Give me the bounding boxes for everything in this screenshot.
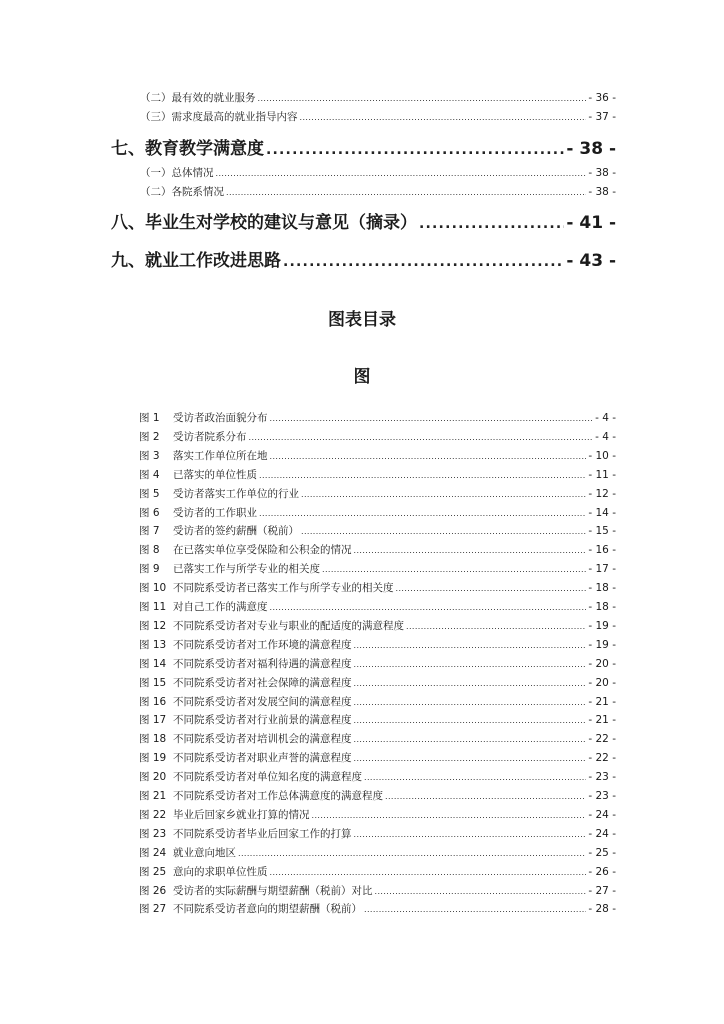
figure-entry[interactable] [139, 901, 616, 917]
dot-leader [354, 735, 587, 744]
figure-page-number: - 25 - [588, 846, 616, 859]
figure-number: 图 16 [139, 695, 167, 708]
dot-leader [354, 660, 587, 669]
figure-page-number: - 20 - [588, 676, 616, 689]
figure-entry[interactable] [139, 618, 616, 634]
figure-heading: 图 [353, 367, 371, 387]
dot-leader [226, 188, 586, 197]
figure-number: 图 22 [139, 808, 167, 821]
figure-entry[interactable] [139, 505, 616, 521]
toc-section-label: 七、教育教学满意度 [111, 139, 264, 159]
toc-entry[interactable] [140, 90, 616, 106]
figure-title: 不同院系受访者已落实工作与所学专业的相关度 [173, 582, 394, 595]
figure-entry[interactable] [139, 826, 616, 842]
figure-entry[interactable] [139, 675, 616, 691]
figure-entry[interactable] [139, 731, 616, 747]
dot-leader [249, 433, 594, 442]
toc-section-label: 九、就业工作改进思路 [111, 251, 281, 271]
figure-title: 不同院系受访者对行业前景的满意程度 [173, 714, 352, 727]
figure-entry[interactable] [139, 883, 616, 899]
dot-leader [385, 792, 586, 801]
figure-title: 不同院系受访者对职业声誉的满意程度 [173, 752, 352, 765]
dot-leader [258, 94, 587, 103]
figure-entry[interactable] [139, 467, 616, 483]
figure-number: 图 17 [139, 714, 167, 727]
figure-page-number: - 10 - [588, 449, 616, 462]
dot-leader [266, 142, 564, 158]
figure-number: 图 8 [139, 544, 160, 557]
figure-page-number: - 16 - [588, 544, 616, 557]
figure-title: 已落实工作与所学专业的相关度 [173, 563, 320, 576]
figure-page-number: - 21 - [588, 695, 616, 708]
figure-entry[interactable] [139, 694, 616, 710]
figure-entry[interactable] [139, 486, 616, 502]
figure-entry[interactable] [139, 656, 616, 672]
figure-entry[interactable] [139, 712, 616, 728]
figure-title: 毕业后回家乡就业打算的情况 [173, 808, 310, 821]
figure-number: 图 13 [139, 638, 167, 651]
figure-entry[interactable] [139, 523, 616, 539]
figure-number: 图 11 [139, 601, 167, 613]
toc-entry[interactable] [140, 109, 616, 125]
figure-title: 不同院系受访者意向的期望薪酬（税前） [173, 903, 362, 916]
toc-page-number: - 36 - [588, 92, 616, 104]
figure-number: 图 26 [139, 884, 167, 897]
figure-title: 不同院系受访者对工作环境的满意程度 [173, 638, 352, 651]
figure-page-number: - 18 - [588, 582, 616, 595]
dot-leader [364, 905, 586, 914]
toc-entry-label: （二）最有效的就业服务 [140, 92, 256, 104]
figure-entry[interactable] [139, 561, 616, 577]
figure-number: 图 14 [139, 657, 167, 670]
figure-number: 图 7 [139, 525, 160, 538]
dot-leader [354, 679, 587, 688]
figure-page-number: - 4 - [595, 412, 616, 424]
dot-leader [216, 169, 587, 178]
figure-page-number: - 23 - [588, 771, 616, 784]
figure-page-number: - 23 - [588, 790, 616, 802]
figure-entry[interactable] [139, 429, 616, 445]
figure-page-number: - 26 - [588, 865, 616, 878]
dot-leader [301, 490, 586, 499]
dot-leader [354, 698, 587, 707]
figure-title: 在已落实单位享受保险和公积金的情况 [173, 544, 352, 557]
toc-entry-label: （二）各院系情况 [140, 186, 224, 198]
figure-number: 图 9 [139, 563, 160, 576]
toc-section-label: 八、毕业生对学校的建议与意见（摘录） [111, 213, 417, 233]
figure-number: 图 27 [139, 903, 167, 916]
figure-title: 不同院系受访者对发展空间的满意程度 [173, 695, 352, 708]
figure-entry[interactable] [139, 542, 616, 558]
toc-section-8[interactable] [111, 208, 616, 232]
toc-page-number: - 38 - [566, 139, 616, 159]
dot-leader [364, 773, 586, 782]
dot-leader [270, 452, 587, 461]
figure-title: 不同院系受访者对工作总体满意度的满意程度 [173, 790, 383, 802]
dot-leader [283, 254, 564, 270]
figure-page-number: - 28 - [588, 903, 616, 916]
figure-entry[interactable] [139, 448, 616, 464]
toc-page-number: - 43 - [566, 251, 616, 271]
dot-leader [396, 584, 587, 593]
figure-entry[interactable] [139, 788, 616, 804]
toc-entry-label: （三）需求度最高的就业指导内容 [140, 111, 298, 123]
dot-leader [238, 849, 586, 858]
figure-number: 图 19 [139, 752, 167, 765]
toc-page-number: - 37 - [588, 111, 616, 123]
figure-number: 图 21 [139, 790, 167, 802]
figure-number: 图 23 [139, 827, 167, 840]
figure-number: 图 2 [139, 430, 160, 443]
figure-page-number: - 22 - [588, 752, 616, 765]
figure-entry[interactable] [139, 410, 616, 426]
figure-page-number: - 24 - [588, 808, 616, 821]
dot-leader [270, 868, 587, 877]
toc-page-number: - 41 - [566, 213, 616, 233]
figure-page-number: - 24 - [588, 827, 616, 840]
figure-page-number: - 27 - [588, 884, 616, 897]
figure-number: 图 18 [139, 733, 167, 746]
toc-section-7[interactable] [111, 134, 616, 158]
toc-page-number: - 38 - [588, 167, 616, 179]
dot-leader [375, 887, 587, 896]
figure-page-number: - 19 - [588, 638, 616, 651]
dot-leader [354, 641, 587, 650]
figure-title: 受访者院系分布 [173, 430, 247, 443]
toc-page-number: - 38 - [588, 186, 616, 198]
figure-page-number: - 19 - [588, 619, 616, 632]
dot-leader [322, 565, 586, 574]
dot-leader [300, 113, 587, 122]
figure-entry[interactable] [139, 807, 616, 823]
figure-entry[interactable] [139, 580, 616, 596]
figure-number: 图 4 [139, 468, 160, 481]
figure-title: 受访者政治面貌分布 [173, 412, 268, 424]
figure-title: 不同院系受访者对单位知名度的满意程度 [173, 771, 362, 784]
dot-leader [312, 811, 587, 820]
figure-title: 受访者的工作职业 [173, 506, 257, 519]
dot-leader [354, 830, 587, 839]
dot-leader [259, 471, 586, 480]
figure-page-number: - 22 - [588, 733, 616, 746]
figure-number: 图 15 [139, 676, 167, 689]
figure-entry[interactable] [139, 769, 616, 785]
chart-index-title: 图表目录 [328, 310, 396, 330]
figure-page-number: - 20 - [588, 657, 616, 670]
figure-title: 落实工作单位所在地 [173, 449, 268, 462]
figure-title: 受访者落实工作单位的行业 [173, 487, 299, 500]
figure-page-number: - 18 - [588, 601, 616, 613]
toc-entry-label: （一）总体情况 [140, 167, 214, 179]
dot-leader [406, 622, 586, 631]
figure-title: 意向的求职单位性质 [173, 865, 268, 878]
dot-leader [259, 509, 586, 518]
figure-number: 图 3 [139, 449, 160, 462]
figure-number: 图 10 [139, 582, 167, 595]
dot-leader [270, 414, 594, 423]
figure-title: 不同院系受访者对社会保障的满意程度 [173, 676, 352, 689]
figure-title: 已落实的单位性质 [173, 468, 257, 481]
figure-number: 图 5 [139, 487, 160, 500]
toc-entry[interactable] [140, 184, 616, 200]
dot-leader [301, 527, 586, 536]
toc-section-9[interactable] [111, 246, 616, 270]
figure-entry[interactable] [139, 864, 616, 880]
figure-number: 图 25 [139, 865, 167, 878]
figure-title: 受访者的签约薪酬（税前） [173, 525, 299, 538]
figure-page-number: - 15 - [588, 525, 616, 538]
figure-page-number: - 11 - [588, 468, 616, 481]
figure-entry[interactable] [139, 750, 616, 766]
figure-page-number: - 12 - [588, 487, 616, 500]
figure-entry[interactable] [139, 845, 616, 861]
figure-number: 图 1 [139, 412, 160, 424]
dot-leader [354, 754, 587, 763]
figure-number: 图 12 [139, 619, 167, 632]
figure-page-number: - 17 - [588, 563, 616, 576]
figure-title: 不同院系受访者对培训机会的满意程度 [173, 733, 352, 746]
figure-title: 受访者的实际薪酬与期望薪酬（税前）对比 [173, 884, 373, 897]
figure-page-number: - 21 - [588, 714, 616, 727]
figure-title: 对自己工作的满意度 [173, 601, 268, 613]
dot-leader [419, 216, 564, 232]
figure-title: 不同院系受访者对福利待遇的满意程度 [173, 657, 352, 670]
dot-leader [354, 546, 587, 555]
figure-page-number: - 14 - [588, 506, 616, 519]
figure-number: 图 6 [139, 506, 160, 519]
figure-title: 就业意向地区 [173, 846, 236, 859]
figure-entry[interactable] [139, 637, 616, 653]
figure-title: 不同院系受访者对专业与职业的配适度的满意程度 [173, 619, 404, 632]
figure-entry[interactable] [139, 599, 616, 615]
figure-number: 图 20 [139, 771, 167, 784]
figure-number: 图 24 [139, 846, 167, 859]
dot-leader [354, 716, 587, 725]
dot-leader [270, 603, 587, 612]
figure-title: 不同院系受访者毕业后回家工作的打算 [173, 827, 352, 840]
figure-page-number: - 4 - [595, 430, 616, 443]
toc-entry[interactable] [140, 165, 616, 181]
